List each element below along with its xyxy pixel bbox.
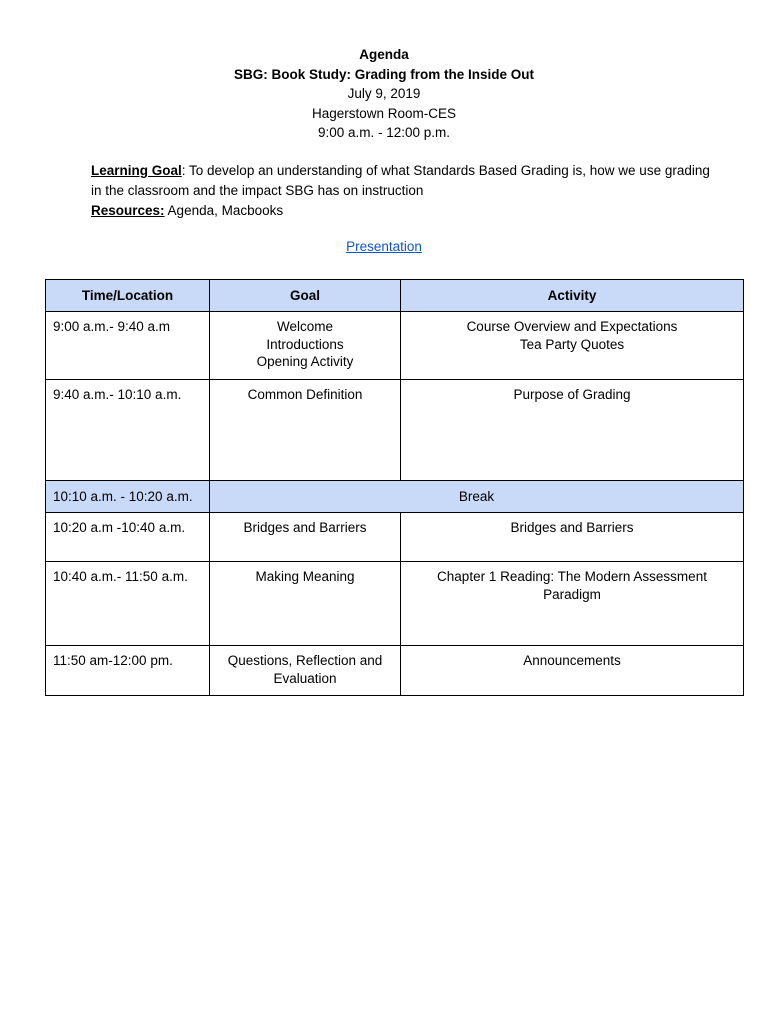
activity-cell <box>401 562 744 646</box>
goal-cell <box>210 312 401 380</box>
resources-text: Agenda, Macbooks <box>164 203 284 218</box>
break-cell: Break <box>210 481 744 513</box>
goal-cell <box>210 513 401 562</box>
goal-cell <box>210 562 401 646</box>
resources <box>91 201 711 221</box>
goal-line: Introductions <box>266 336 344 352</box>
presentation-link-container <box>0 239 768 254</box>
activity-line: Chapter 1 Reading: The Modern Assessment Paradigm <box>437 569 707 602</box>
goal-cell <box>210 646 401 696</box>
goal-line: Questions, Reflection and Evaluation <box>227 653 383 686</box>
goal-line: Opening Activity <box>256 354 354 369</box>
table-row <box>46 312 744 380</box>
activity-cell <box>401 380 744 481</box>
break-row <box>46 481 744 513</box>
header-activity: Activity <box>401 280 744 312</box>
learning-goal <box>91 161 711 201</box>
table-row <box>46 562 744 646</box>
table-header-row <box>46 280 744 312</box>
goal-line: Bridges and Barriers <box>243 520 367 535</box>
goal-line: Making Meaning <box>255 569 355 584</box>
goal-line: Common Definition <box>247 387 363 402</box>
activity-line: Bridges and Barriers <box>510 520 634 535</box>
activity-cell <box>401 312 744 380</box>
time-cell: 10:20 a.m -10:40 a.m. <box>46 513 210 562</box>
agenda-table <box>45 279 744 696</box>
time-cell: 10:10 a.m. - 10:20 a.m. <box>46 481 210 513</box>
activity-line: Purpose of Grading <box>513 387 631 402</box>
table-row <box>46 646 744 696</box>
activity-line: Course Overview and Expectations <box>466 319 678 334</box>
activity-line: Tea Party Quotes <box>519 336 625 352</box>
table-row <box>46 380 744 481</box>
header-time-location: Time/Location <box>46 280 210 312</box>
document-header <box>0 45 768 143</box>
goal-line: Welcome <box>276 319 334 334</box>
header-goal: Goal <box>210 280 401 312</box>
activity-cell <box>401 513 744 562</box>
document-subtitle: SBG: Book Study: Grading from the Inside Out <box>233 66 534 82</box>
time-cell: 9:00 a.m.- 9:40 a.m <box>46 312 210 380</box>
activity-cell <box>401 646 744 696</box>
event-date: July 9, 2019 <box>347 86 421 101</box>
learning-goal-label: Learning Goal <box>91 163 182 178</box>
time-cell: 10:40 a.m.- 11:50 a.m. <box>46 562 210 646</box>
goal-cell <box>210 380 401 481</box>
event-location: Hagerstown Room-CES <box>311 105 457 121</box>
learning-goal-section <box>91 161 711 221</box>
document-title: Agenda <box>359 47 409 62</box>
presentation-link[interactable]: Presentation <box>346 239 422 254</box>
resources-label: Resources: <box>91 203 165 218</box>
activity-line: Announcements <box>523 653 621 668</box>
time-cell: 11:50 am-12:00 pm. <box>46 646 210 696</box>
table-row <box>46 513 744 562</box>
time-cell: 9:40 a.m.- 10:10 a.m. <box>46 380 210 481</box>
event-time: 9:00 a.m. - 12:00 p.m. <box>317 125 451 140</box>
learning-goal-text: : To develop an understanding of what Standards Based Grading is, how we use grading in the classroom and the impact SBG has on instruction <box>91 163 710 198</box>
